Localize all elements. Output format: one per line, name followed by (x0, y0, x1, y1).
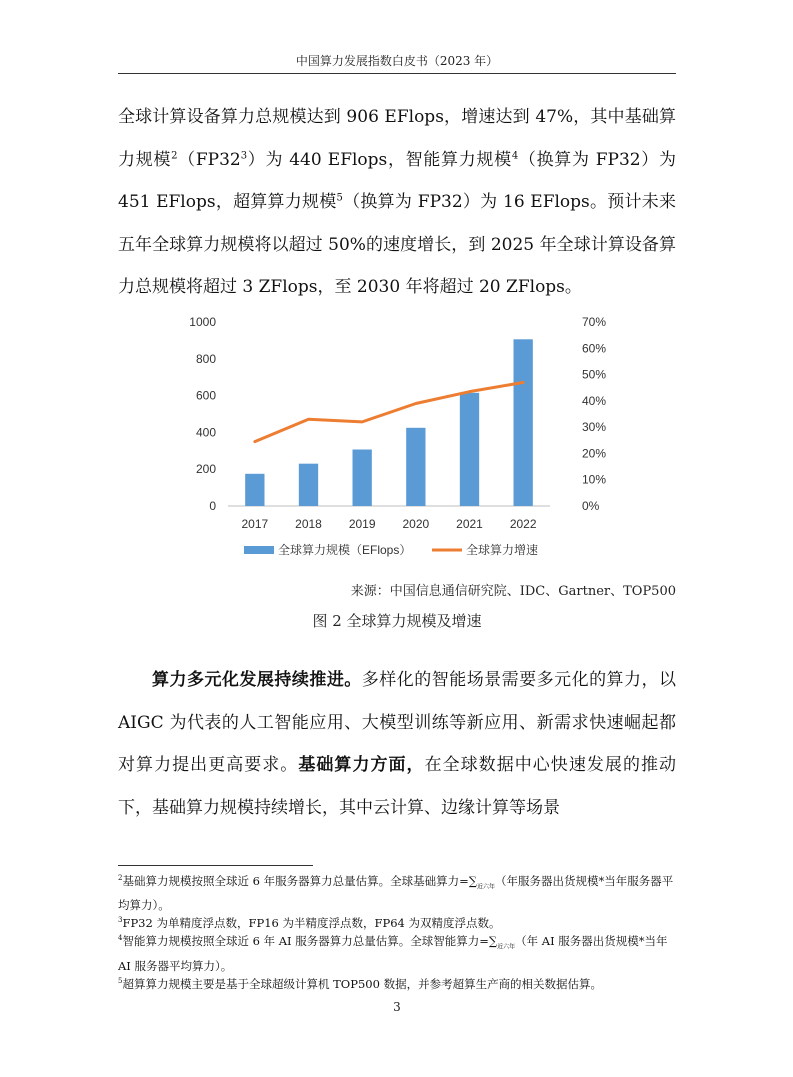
bar (460, 393, 479, 506)
p1-text-1: 全球计算设备算力总规模达到 906 EFlops，增速达到 47%，其中基础算力规模 (118, 107, 676, 170)
x-tick-label: 2022 (509, 517, 537, 531)
footnote-sub: 近六年 (476, 883, 495, 891)
left-tick-label: 0 (209, 499, 216, 513)
figure-source: 来源：中国信息通信研究院、IDC、Gartner、TOP500 (350, 584, 676, 599)
x-tick-label: 2020 (402, 517, 430, 531)
right-tick-label: 70% (582, 315, 607, 329)
footnote-num: 2 (118, 874, 123, 883)
p2-text-1: 多样化的智能场景需要多元化的算力，以 AIGC 为代表的人工智能应用、大模型训练等新应用、新需求快速崛起都对算力提出更高要求。 (118, 670, 677, 775)
bar (245, 474, 264, 506)
footnote-text: FP32 为单精度浮点数，FP16 为半精度浮点数，FP64 为双精度浮点数。 (122, 916, 501, 931)
p2-subheading-bold: 基础算力方面， (298, 755, 425, 775)
legend-line-label: 全球算力增速 (466, 543, 539, 557)
footnote-4 (118, 932, 676, 974)
footnote-text-cont: （年服务器出货规模*当年服务器平均算力）。 (118, 874, 674, 913)
left-tick-label: 600 (195, 388, 216, 403)
footnote-ref-2: 2 (171, 149, 178, 161)
left-axis-ticks (189, 315, 216, 513)
line-series (255, 382, 523, 441)
x-tick-label: 2017 (241, 517, 269, 531)
paragraph-diversification (118, 659, 676, 829)
footnote-text-cont: （年 AI 服务器出货规模*当年 AI 服务器平均算力）。 (118, 934, 668, 973)
bar-series (245, 339, 533, 506)
footnote-5 (118, 975, 676, 993)
right-tick-label: 20% (582, 446, 607, 461)
footnote-3 (118, 914, 676, 932)
header-rule (118, 73, 676, 74)
footnote-text: 基础算力规模按照全球近 6 年服务器算力总量估算。全球基础算力=∑ (122, 874, 477, 888)
p1-text-4: （换算为 FP32）为 451 EFlops，超算算力规模 (118, 149, 676, 212)
right-tick-label: 10% (582, 472, 607, 487)
bar (353, 450, 372, 506)
footnote-2 (118, 872, 676, 914)
x-tick-label: 2019 (348, 517, 376, 531)
running-header: 中国算力发展指数白皮书（2023 年） (295, 54, 499, 68)
legend-bar-swatch (244, 546, 274, 554)
figure-caption: 图 2 全球算力规模及增速 (312, 612, 482, 630)
legend-bar-label: 全球算力规模（EFlops） (278, 543, 412, 557)
p1-text-5: （换算为 FP32）为 16 EFlops。预计未来五年全球算力规模将以超过 50%的速度增长，到 2025 年全球计算设备算力总规模将超过 3 ZFlops，至 2030 年将超过 20 ZFlops。 (118, 192, 676, 297)
bar (299, 464, 318, 506)
right-tick-label: 30% (582, 420, 607, 435)
footnote-ref-5: 5 (336, 192, 343, 204)
footnote-ref-4: 4 (511, 149, 519, 161)
page-number: 3 (393, 1000, 401, 1014)
chart-legend (244, 542, 538, 557)
x-tick-label: 2018 (295, 517, 322, 531)
left-tick-label: 1000 (189, 315, 216, 329)
p2-text-2: 在全球数据中心快速发展的推动下，基础算力规模持续增长，其中云计算、边缘计算等场景 (118, 755, 677, 818)
right-tick-label: 60% (582, 341, 607, 356)
footnote-ref-3: 3 (240, 149, 248, 161)
right-tick-label: 50% (582, 367, 607, 382)
compute-scale-chart (180, 308, 610, 570)
footnote-rule (118, 865, 313, 866)
right-tick-label: 40% (582, 393, 607, 408)
footnotes (118, 872, 676, 993)
footnote-text: 智能算力规模按照全球近 6 年 AI 服务器算力总量估算。全球智能算力=∑ (122, 934, 498, 949)
p2-heading-bold: 算力多元化发展持续推进。 (152, 670, 362, 690)
bar (406, 428, 425, 506)
bar (514, 339, 533, 506)
footnote-num: 4 (118, 934, 123, 943)
left-tick-label: 800 (195, 351, 216, 366)
growth-line (255, 382, 523, 441)
footnote-text: 超算算力规模主要是基于全球超级计算机 TOP500 数据，并参考超算生产商的相关数据估算。 (122, 976, 603, 991)
right-tick-label: 0% (582, 499, 600, 513)
x-tick-label: 2021 (456, 517, 483, 531)
left-tick-label: 200 (195, 462, 216, 477)
footnote-sub: 近六年 (497, 943, 516, 951)
left-tick-label: 400 (195, 425, 216, 440)
paragraph-global-compute (118, 96, 676, 309)
right-axis-ticks (582, 315, 606, 513)
x-axis-ticks (241, 517, 536, 531)
footnote-num: 5 (118, 976, 123, 985)
p1-text-3: ）为 440 EFlops，智能算力规模 (247, 149, 512, 170)
footnote-num: 3 (118, 916, 123, 925)
p1-text-2: （FP32 (177, 149, 241, 170)
